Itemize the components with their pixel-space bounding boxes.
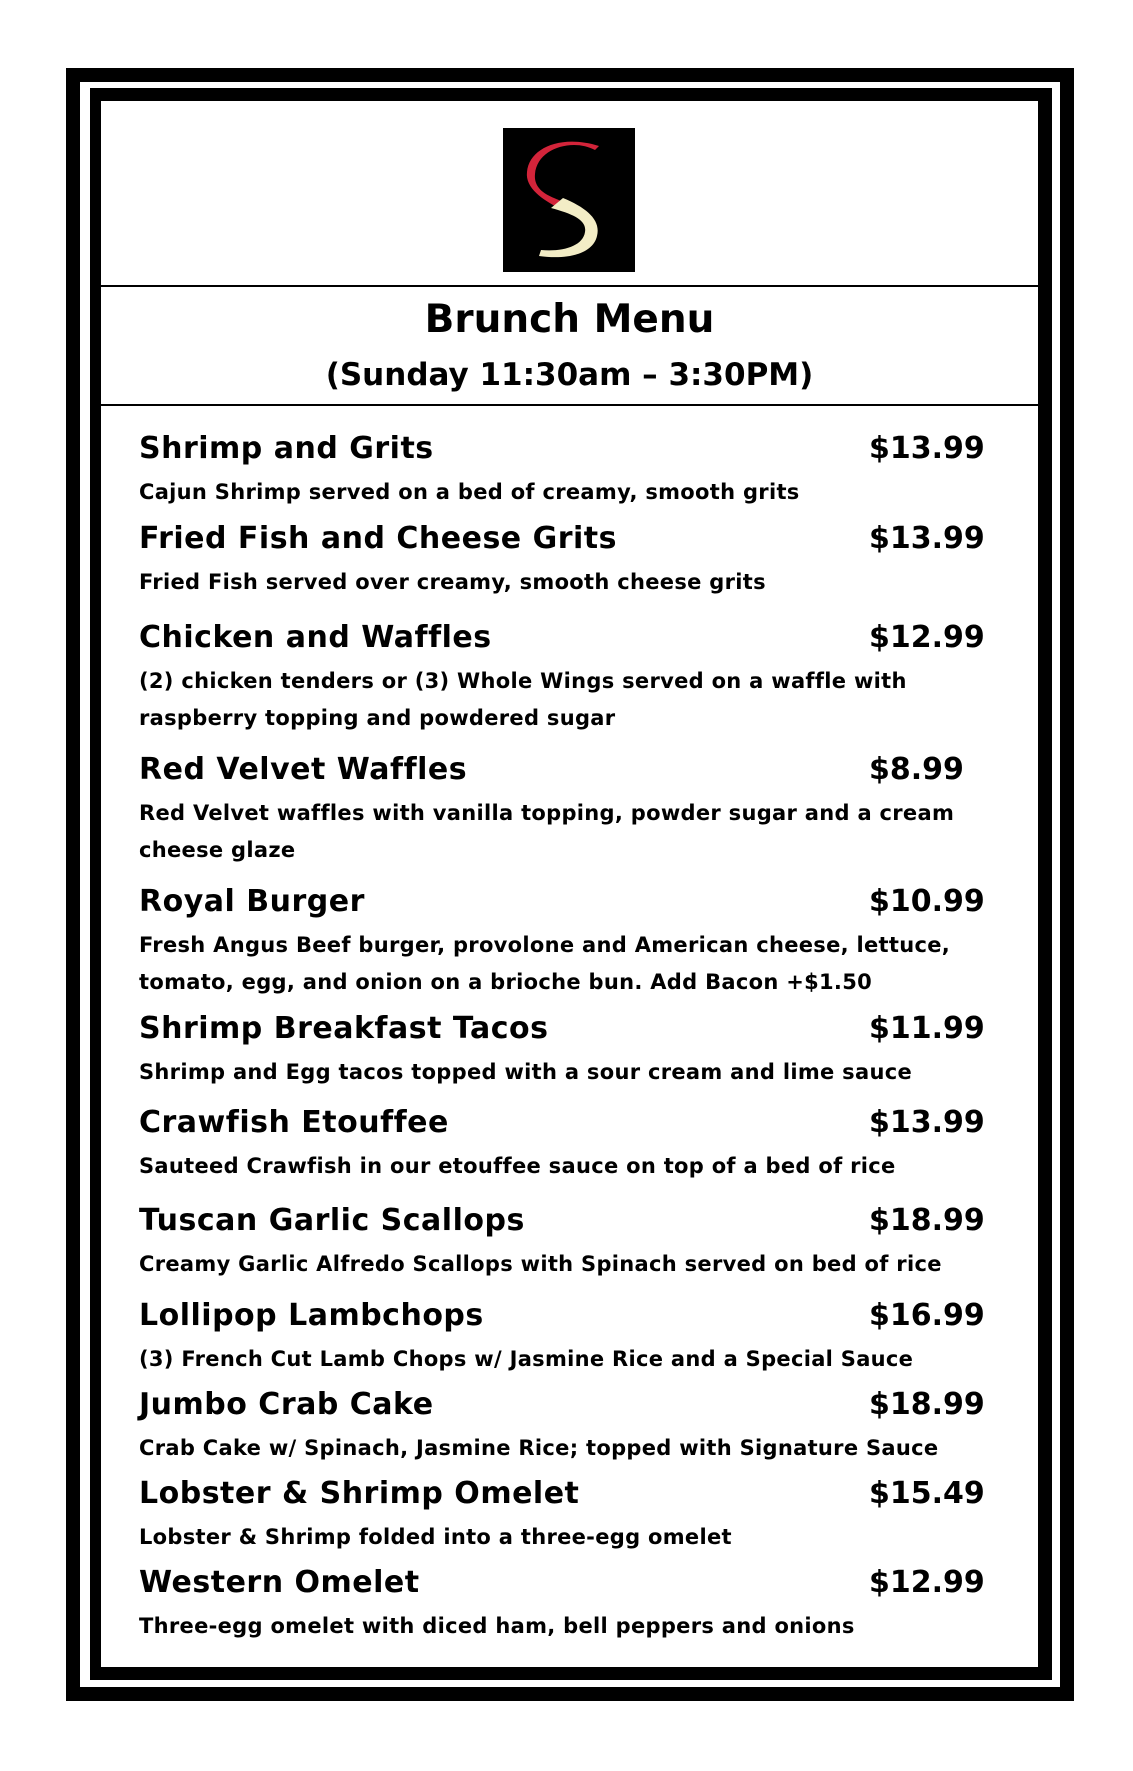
header-bottom-rule [101,404,1038,406]
item-description: Cajun Shrimp served on a bed of creamy, smooth grits [139,480,800,504]
item-name: Shrimp and Grits [139,431,434,466]
item-description: Red Velvet waffles with vanilla topping, powder sugar and a cream cheese glaze [139,801,955,862]
item-price: $13.99 [869,1105,985,1140]
s-logo-icon [503,128,635,272]
item-name: Jumbo Crab Cake [139,1387,434,1422]
item-name: Crawfish Etouffee [139,1105,449,1140]
item-description: (3) French Cut Lamb Chops w/ Jasmine Rice and a Special Sauce [139,1347,914,1371]
item-price: $12.99 [869,1565,985,1600]
item-description: Fried Fish served over creamy, smooth cheese grits [139,570,766,594]
item-description: (2) chicken tenders or (3) Whole Wings served on a waffle with raspberry topping and powdered sugar [139,669,907,730]
item-description: Creamy Garlic Alfredo Scallops with Spinach served on bed of rice [139,1252,942,1276]
item-name: Fried Fish and Cheese Grits [139,521,617,556]
item-description: Crab Cake w/ Spinach, Jasmine Rice; topped with Signature Sauce [139,1436,939,1460]
item-price: $16.99 [869,1298,985,1333]
item-price: $18.99 [869,1387,985,1422]
item-price: $13.99 [869,521,985,556]
item-name: Lollipop Lambchops [139,1298,484,1333]
item-description: Fresh Angus Beef burger, provolone and American cheese, lettuce, tomato, egg, and onion on a brioche bun. Add Bacon +$1.50 [139,933,951,994]
item-price: $8.99 [869,752,964,787]
item-price: $10.99 [869,884,985,919]
header-top-rule [101,285,1038,287]
menu-hours: (Sunday 11:30am – 3:30PM) [325,357,814,393]
item-description: Shrimp and Egg tacos topped with a sour cream and lime sauce [139,1060,912,1084]
item-description: Sauteed Crawfish in our etouffee sauce on top of a bed of rice [139,1154,896,1178]
item-price: $18.99 [869,1203,985,1238]
item-name: Royal Burger [139,884,365,919]
item-price: $15.49 [869,1476,985,1511]
item-name: Red Velvet Waffles [139,752,468,787]
item-name: Lobster & Shrimp Omelet [139,1476,580,1511]
item-name: Tuscan Garlic Scallops [139,1203,525,1238]
item-description: Three-egg omelet with diced ham, bell peppers and onions [139,1614,855,1638]
item-name: Western Omelet [139,1565,420,1600]
item-price: $12.99 [869,620,985,655]
item-description: Lobster & Shrimp folded into a three-egg omelet [139,1525,732,1549]
item-name: Shrimp Breakfast Tacos [139,1011,549,1046]
item-price: $11.99 [869,1011,985,1046]
item-price: $13.99 [869,431,985,466]
item-name: Chicken and Waffles [139,620,492,655]
menu-title: Brunch Menu [424,297,715,342]
